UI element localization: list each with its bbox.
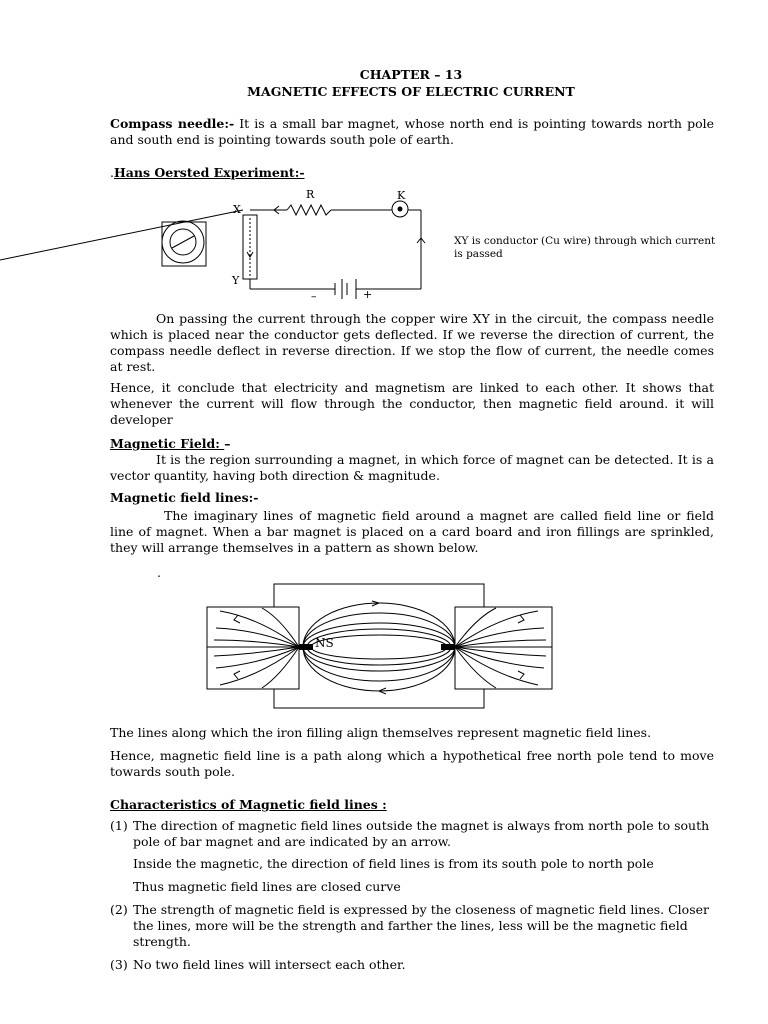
label-minus: – bbox=[311, 290, 317, 303]
label-x: X bbox=[233, 203, 241, 216]
label-plus: + bbox=[363, 288, 373, 301]
field-lines-paragraph-1: The lines along which the iron filling align themselves represent magnetic field lines. bbox=[110, 725, 652, 740]
characteristic-item bbox=[110, 879, 714, 897]
characteristic-text: The strength of magnetic field is expressed by the closeness of magnetic field lines. Closer the lines, more will be the strength and farther the lines, less will be the magnetic field strength. bbox=[133, 902, 709, 949]
bar-magnet-right bbox=[441, 644, 455, 650]
oersted-prefix: . bbox=[110, 165, 114, 180]
oersted-heading: Hans Oersted Experiment:- bbox=[113, 165, 305, 180]
characteristic-number: (2) bbox=[110, 902, 128, 917]
characteristic-number: (3) bbox=[110, 957, 128, 972]
label-k: K bbox=[397, 189, 406, 202]
label-y: Y bbox=[232, 274, 240, 287]
chapter-number: CHAPTER – 13 bbox=[359, 67, 463, 82]
chapter-title: MAGNETIC EFFECTS OF ELECTRIC CURRENT bbox=[247, 84, 575, 99]
characteristic-item bbox=[110, 818, 714, 852]
leader-line bbox=[0, 210, 243, 260]
characteristic-text: The direction of magnetic field lines outside the magnet is always from north pole to south pole of bar magnet and are indicated by an arrow. bbox=[133, 818, 710, 849]
oersted-circuit-diagram bbox=[0, 182, 450, 304]
characteristic-text: Thus magnetic field lines are closed curve bbox=[133, 879, 401, 894]
characteristic-text: No two field lines will intersect each other. bbox=[133, 957, 406, 972]
magnetic-field-heading-line bbox=[110, 436, 230, 451]
compass-needle-definition: It is a small bar magnet, whose north end is pointing towards north pole and south end is pointing towards south pole of earth. bbox=[110, 116, 714, 147]
characteristic-item bbox=[110, 957, 714, 975]
field-lines-definition: The imaginary lines of magnetic field around a magnet are called field line or field line of magnet. When a bar magnet is placed on a card board and iron fillings are sprinkled, they will arrange themselves in a pattern as shown below. bbox=[110, 508, 714, 555]
compass-needle-term: Compass needle:- bbox=[110, 116, 235, 131]
stray-dot: . bbox=[157, 565, 161, 580]
left-panel bbox=[207, 607, 299, 689]
magnetic-field-definition: It is the region surrounding a magnet, in which force of magnet can be detected. It is a vector quantity, having both direction & magnitude. bbox=[110, 452, 714, 483]
characteristic-item bbox=[110, 902, 714, 952]
oersted-paragraph-1: On passing the current through the copper wire XY in the circuit, the compass needle which is placed near the conductor gets deflected. If we reverse the direction of current, the compass needle deflect in reverse direction. If we stop the flow of current, the needle comes at rest. bbox=[110, 311, 714, 374]
characteristic-text: Inside the magnetic, the direction of field lines is from its south pole to north pole bbox=[133, 856, 654, 871]
field-lines-paragraph-2: Hence, magnetic field line is a path along which a hypothetical free north pole tend to move towards south pole. bbox=[110, 748, 714, 779]
magnetic-field-heading: Magnetic Field: bbox=[110, 436, 225, 451]
circuit-caption: XY is conductor (Cu wire) through which current is passed bbox=[454, 235, 716, 260]
field-lines-heading: Magnetic field lines:- bbox=[110, 490, 259, 505]
bar-magnet-left bbox=[299, 644, 313, 650]
characteristics-heading: Characteristics of Magnetic field lines : bbox=[110, 797, 387, 812]
diagram-label-ns: NS bbox=[315, 636, 334, 650]
oersted-heading-line bbox=[110, 165, 305, 180]
characteristic-number: (1) bbox=[110, 818, 128, 833]
resistor-r bbox=[287, 205, 331, 215]
compass-needle-paragraph bbox=[110, 116, 714, 148]
magnetic-field-dash: – bbox=[224, 436, 231, 451]
key-k-dot bbox=[398, 207, 403, 212]
label-r: R bbox=[306, 188, 315, 201]
compass-needle-icon bbox=[172, 236, 194, 248]
field-lines-diagram bbox=[200, 578, 560, 714]
right-panel bbox=[455, 607, 552, 689]
oersted-paragraph-2: Hence, it conclude that electricity and magnetism are linked to each other. It shows that whenever the current will flow through the conductor, then magnetic field around. it will developer bbox=[110, 380, 714, 427]
characteristic-item bbox=[110, 856, 714, 874]
